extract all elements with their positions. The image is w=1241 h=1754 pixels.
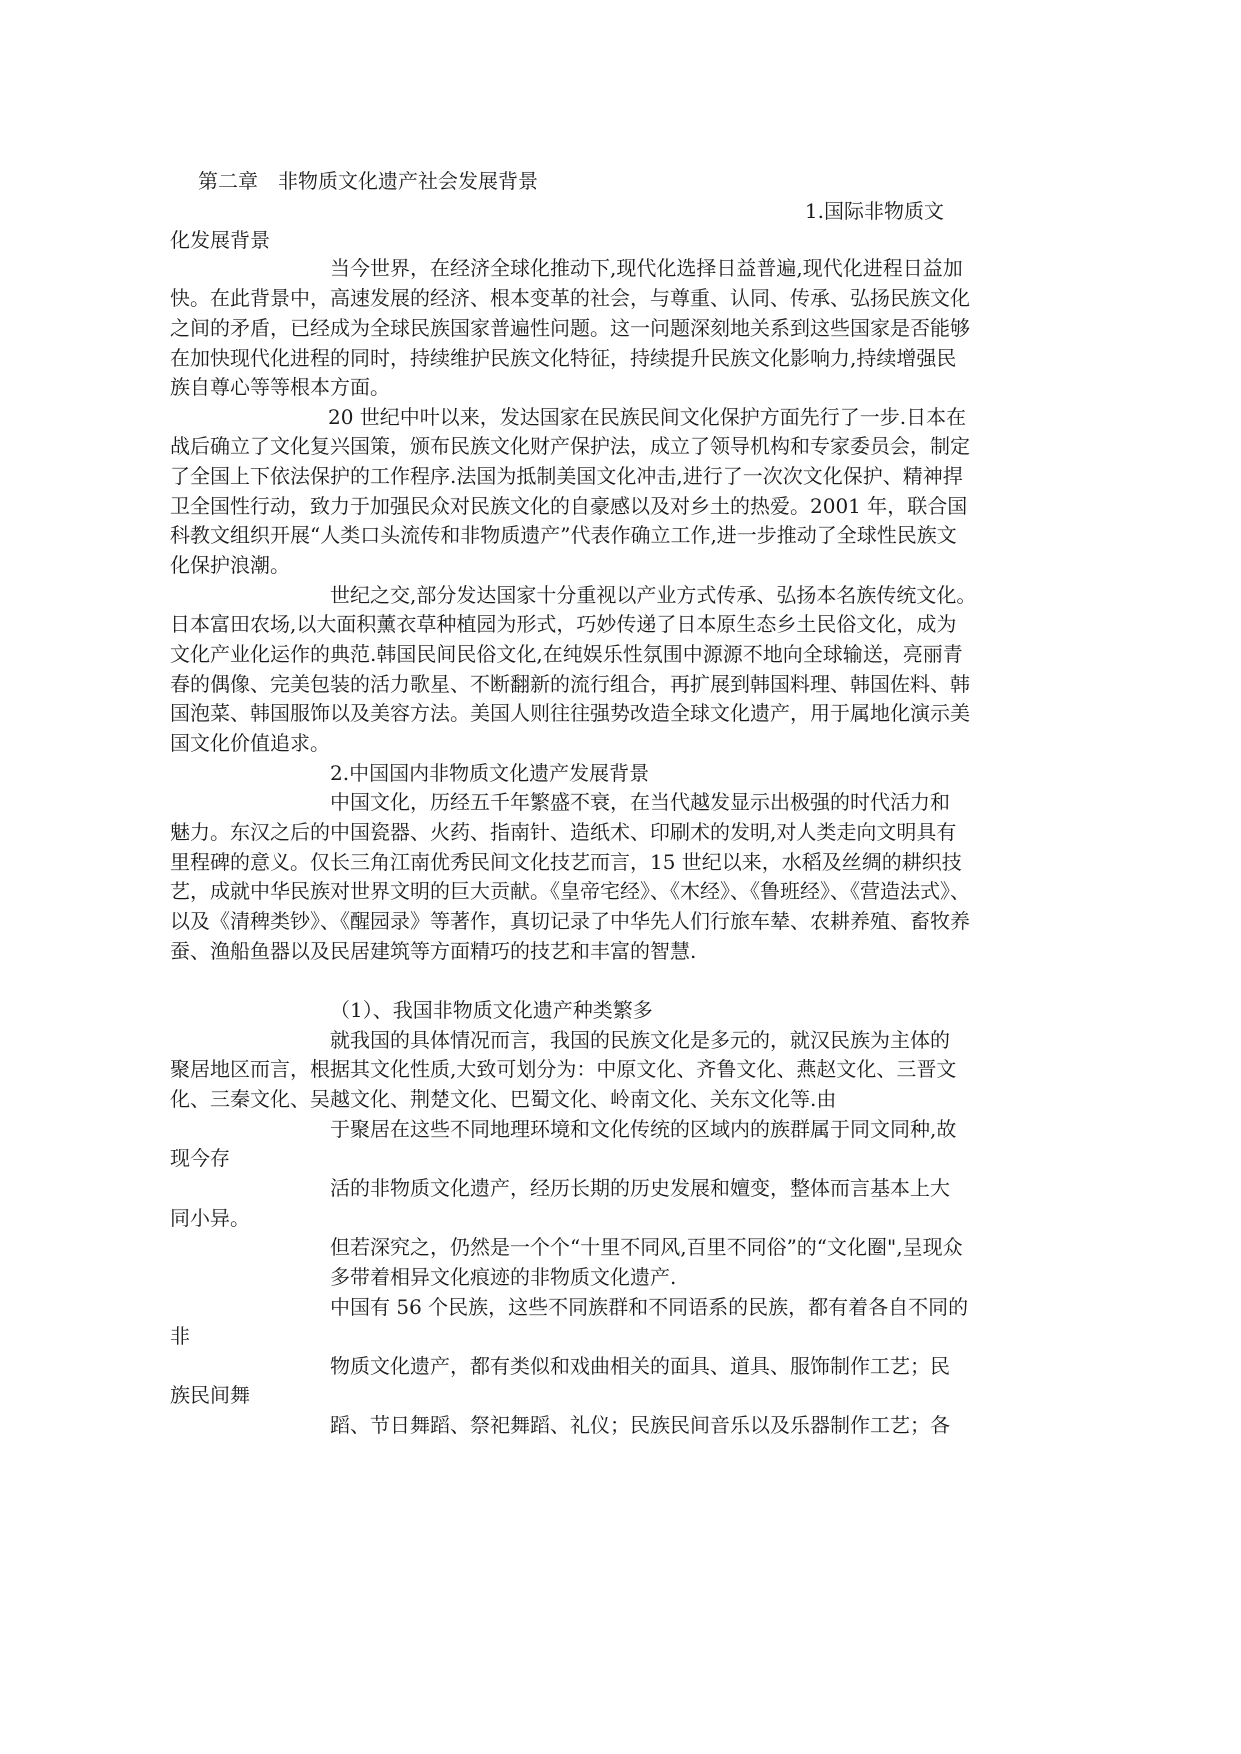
paragraph-line: 多带着相异文化痕迹的非物质文化遗产.: [330, 1265, 677, 1289]
paragraph-line: 族民间舞: [170, 1383, 250, 1407]
paragraph-line: 当今世界，在经济全球化推动下,现代化选择日益普遍,现代化进程日益加: [330, 256, 963, 280]
paragraph-line: 化、三秦文化、吴越文化、荆楚文化、巴蜀文化、岭南文化、关东文化等.由: [170, 1087, 837, 1111]
paragraph-line: 非: [170, 1324, 190, 1348]
section1-heading-cont: 化发展背景: [170, 228, 270, 252]
paragraph-line: 蚕、渔船鱼器以及民居建筑等方面精巧的技艺和丰富的智慧.: [170, 939, 697, 963]
paragraph-line: 国文化价值追求。: [170, 731, 330, 755]
paragraph-line: 春的偶像、完美包装的活力歌星、不断翻新的流行组合，再扩展到韩国料理、韩国佐料、韩: [170, 672, 970, 696]
paragraph-line: 同小异。: [170, 1206, 250, 1230]
paragraph-line: 化保护浪潮。: [170, 553, 290, 577]
paragraph-line: 以及《清稗类钞》、《醒园录》等著作，真切记录了中华先人们行旅车辇、农耕养殖、畜牧养: [170, 909, 970, 933]
section2-heading: 2.中国国内非物质文化遗产发展背景: [330, 761, 650, 785]
paragraph-line: 现今存: [170, 1146, 230, 1170]
section1-heading: 1.国际非物质文: [804, 199, 944, 223]
paragraph-line: 世纪之交,部分发达国家十分重视以产业方式传承、弘扬本名族传统文化。: [330, 583, 977, 607]
paragraph-line: 活的非物质文化遗产，经历长期的历史发展和嬗变，整体而言基本上大: [330, 1176, 950, 1200]
paragraph-line: 聚居地区而言，根据其文化性质,大致可划分为：中原文化、齐鲁文化、燕赵文化、三晋文: [170, 1057, 957, 1081]
paragraph-line: 族自尊心等等根本方面。: [170, 375, 390, 399]
paragraph-line: 文化产业化运作的典范.韩国民间民俗文化,在纯娱乐性氛围中源源不地向全球输送，亮丽青: [170, 642, 963, 666]
paragraph-line: 于聚居在这些不同地理环境和文化传统的区域内的族群属于同文同种,故: [330, 1117, 957, 1141]
paragraph-line: 里程碑的意义。仅长三角江南优秀民间文化技艺而言，15 世纪以来，水稻及丝绸的耕织技: [170, 850, 962, 874]
paragraph-line: 艺，成就中华民族对世界文明的巨大贡献。《皇帝宅经》、《木经》、《鲁班经》、《营造法式》、: [170, 879, 970, 903]
paragraph-line: 战后确立了文化复兴国策，颁布民族文化财产保护法，成立了领导机构和专家委员会，制定: [170, 434, 970, 458]
paragraph-line: 中国文化，历经五千年繁盛不衰，在当代越发显示出极强的时代活力和: [330, 790, 950, 814]
subsection1-heading: （1）、我国非物质文化遗产种类繁多: [330, 998, 653, 1022]
paragraph-line: 了全国上下依法保护的工作程序.法国为抵制美国文化冲击,进行了一次次文化保护、精神捍: [170, 464, 963, 488]
paragraph-line: 魅力。东汉之后的中国瓷器、火药、指南针、造纸术、印刷术的发明,对人类走向文明具有: [170, 820, 957, 844]
paragraph-line: 日本富田农场,以大面积薰衣草种植园为形式，巧妙传递了日本原生态乡土民俗文化，成为: [170, 612, 957, 636]
paragraph-line: 中国有 56 个民族，这些不同族群和不同语系的民族，都有着各自不同的: [330, 1295, 969, 1319]
paragraph-line: 卫全国性行动，致力于加强民众对民族文化的自豪感以及对乡土的热爱。2001 年，联合国: [170, 494, 968, 518]
paragraph-line: 但若深究之，仍然是一个个“十里不同风,百里不同俗”的“文化圈",呈现众: [330, 1235, 963, 1259]
paragraph-line: 科教文组织开展“人类口头流传和非物质遗产”代表作确立工作,进一步推动了全球性民族文: [170, 523, 957, 547]
paragraph-line: 就我国的具体情况而言，我国的民族文化是多元的，就汉民族为主体的: [330, 1028, 950, 1052]
chapter-title: 第二章 非物质文化遗产社会发展背景: [198, 169, 538, 193]
paragraph-line: 蹈、节日舞蹈、祭祀舞蹈、礼仪；民族民间音乐以及乐器制作工艺；各: [330, 1413, 950, 1437]
paragraph-line: 物质文化遗产，都有类似和戏曲相关的面具、道具、服饰制作工艺；民: [330, 1354, 950, 1378]
paragraph-line: 之间的矛盾，已经成为全球民族国家普遍性问题。这一问题深刻地关系到这些国家是否能够: [170, 316, 970, 340]
paragraph-line: 在加快现代化进程的同时，持续维护民族文化特征，持续提升民族文化影响力,持续增强民: [170, 346, 957, 370]
paragraph-line: 20 世纪中叶以来，发达国家在民族民间文化保护方面先行了一步.日本在: [328, 405, 967, 429]
paragraph-line: 快。在此背景中，高速发展的经济、根本变革的社会，与尊重、认同、传承、弘扬民族文化: [170, 286, 970, 310]
paragraph-line: 国泡菜、韩国服饰以及美容方法。美国人则往往强势改造全球文化遗产，用于属地化演示美: [170, 701, 970, 725]
